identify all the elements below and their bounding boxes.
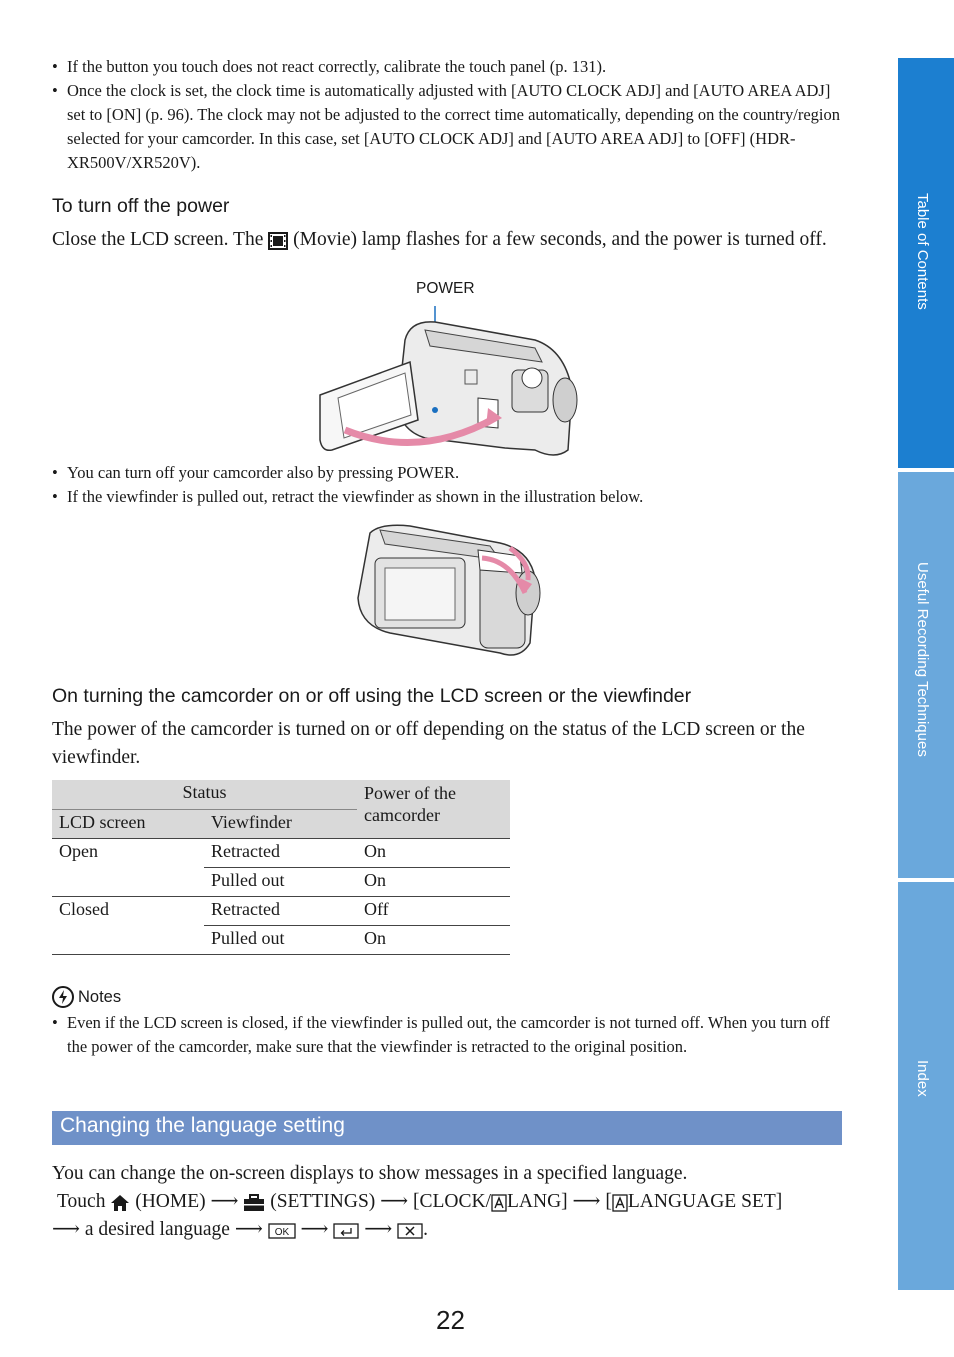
table-cell-viewfinder: Pulled out <box>204 867 357 896</box>
power-status-table <box>52 780 510 955</box>
table-cell-power: On <box>357 838 510 867</box>
close-x-icon <box>397 1223 423 1239</box>
table-row <box>52 838 510 867</box>
lcd-viewfinder-heading: On turning the camcorder on or off using the LCD screen or the viewfinder <box>52 685 692 707</box>
tab-label: Table of Contents <box>914 193 931 310</box>
return-icon <box>333 1223 359 1239</box>
table-cell-power: On <box>357 925 510 954</box>
lcd-viewfinder-text: The power of the camcorder is turned on or off depending on the status of the LCD screen or the viewfinder. <box>52 719 805 768</box>
language-section-bar <box>52 1111 842 1145</box>
home-label: (HOME) <box>135 1191 206 1212</box>
notes-label: Notes <box>78 987 122 1006</box>
table-cell-viewfinder: Retracted <box>204 838 357 867</box>
language-steps-line2 <box>52 1216 852 1244</box>
table-cell-lcd: Closed <box>52 896 204 925</box>
clock-lang-suffix: LANG] <box>507 1191 568 1212</box>
arrow-icon: ⟶ <box>52 1219 80 1240</box>
table-row <box>52 867 510 896</box>
page-number: 22 <box>436 1305 465 1335</box>
ok-button-icon <box>268 1223 296 1239</box>
language-intro: You can change the on-screen displays to show messages in a specified language. <box>52 1163 688 1184</box>
table-header-power: Power of the camcorder <box>357 780 510 838</box>
table-header-status: Status <box>52 780 357 809</box>
notes-caution-icon <box>52 986 74 1008</box>
table-row <box>52 896 510 925</box>
camcorder-viewfinder-retract-illustration <box>350 518 550 663</box>
arrow-icon: ⟶ <box>234 1219 263 1240</box>
svg-text:OK: OK <box>274 1226 289 1238</box>
table-row <box>52 925 510 954</box>
home-icon <box>110 1194 130 1212</box>
turn-off-text-a: Close the LCD screen. The <box>52 229 264 250</box>
tab-label: Useful Recording Techniques <box>914 562 931 757</box>
language-set-label: LANGUAGE SET] <box>627 1191 783 1212</box>
tab-label: Index <box>914 1060 931 1097</box>
table-cell-lcd <box>52 867 204 896</box>
turn-off-text-b: (Movie) lamp flashes for a few seconds, and the power is turned off. <box>293 229 827 250</box>
note-viewfinder: • Even if the LCD screen is closed, if the viewfinder is pulled out, the camcorder is not turned off. When you turn off the power of the camcorder, make sure that the viewfinder is retracted to the original position. <box>52 1011 852 1059</box>
power-label: POWER <box>416 280 475 297</box>
clock-lang-label: [CLOCK/ <box>413 1191 492 1212</box>
top-bullet-list <box>52 55 852 175</box>
settings-toolbox-icon <box>243 1194 265 1212</box>
tab-useful-recording-techniques[interactable] <box>895 472 954 878</box>
table-cell-lcd: Open <box>52 838 204 867</box>
bullet-calibrate: • If the button you touch does not react correctly, calibrate the touch panel (p. 131). <box>52 55 852 79</box>
notes-title <box>52 986 121 1008</box>
bullet-press-power: • You can turn off your camcorder also by pressing POWER. <box>52 461 852 485</box>
language-section-title: Changing the language setting <box>60 1114 345 1137</box>
tab-index[interactable] <box>895 882 954 1290</box>
side-navigation-tabs <box>895 58 954 1290</box>
table-header-viewfinder: Viewfinder <box>204 809 357 838</box>
turn-off-heading: To turn off the power <box>52 195 230 217</box>
table-cell-power: Off <box>357 896 510 925</box>
arrow-icon: ⟶ <box>572 1191 601 1212</box>
table-header-lcd: LCD screen <box>52 809 204 838</box>
language-a-icon <box>491 1194 507 1212</box>
table-cell-viewfinder: Pulled out <box>204 925 357 954</box>
language-steps <box>57 1188 857 1216</box>
settings-label: (SETTINGS) <box>270 1191 376 1212</box>
table-cell-viewfinder: Retracted <box>204 896 357 925</box>
language-a-icon <box>612 1194 628 1212</box>
turn-off-text <box>52 226 852 254</box>
arrow-icon: ⟶ <box>380 1191 409 1212</box>
camcorder-lcd-closing-illustration <box>310 300 590 465</box>
period: . <box>423 1219 428 1240</box>
touch-word: Touch <box>57 1191 106 1212</box>
arrow-icon: ⟶ <box>364 1219 393 1240</box>
movie-film-icon <box>268 232 288 250</box>
desired-language: a desired language <box>84 1219 230 1240</box>
notes-list <box>52 1011 852 1059</box>
tab-table-of-contents[interactable] <box>895 58 954 468</box>
bullet-retract-viewfinder: • If the viewfinder is pulled out, retract the viewfinder as shown in the illustration below. <box>52 485 852 509</box>
arrow-icon: ⟶ <box>210 1191 239 1212</box>
lang-set-prefix: [ <box>605 1191 612 1212</box>
bullet-clock-adjust: • Once the clock is set, the clock time is automatically adjusted with [AUTO CLOCK ADJ] and [AUTO AREA ADJ] set to [ON] (p. 96). The clock may not be adjusted to the correct time automatically, depending on the country/region selected for your camcorder. In this case, set [AUTO CLOCK ADJ] and [AUTO AREA ADJ] to [OFF] (HDR-XR500V/XR520V). <box>52 79 852 175</box>
table-cell-power: On <box>357 867 510 896</box>
arrow-icon: ⟶ <box>300 1219 329 1240</box>
table-cell-lcd <box>52 925 204 954</box>
turn-off-bullet-list <box>52 461 852 509</box>
